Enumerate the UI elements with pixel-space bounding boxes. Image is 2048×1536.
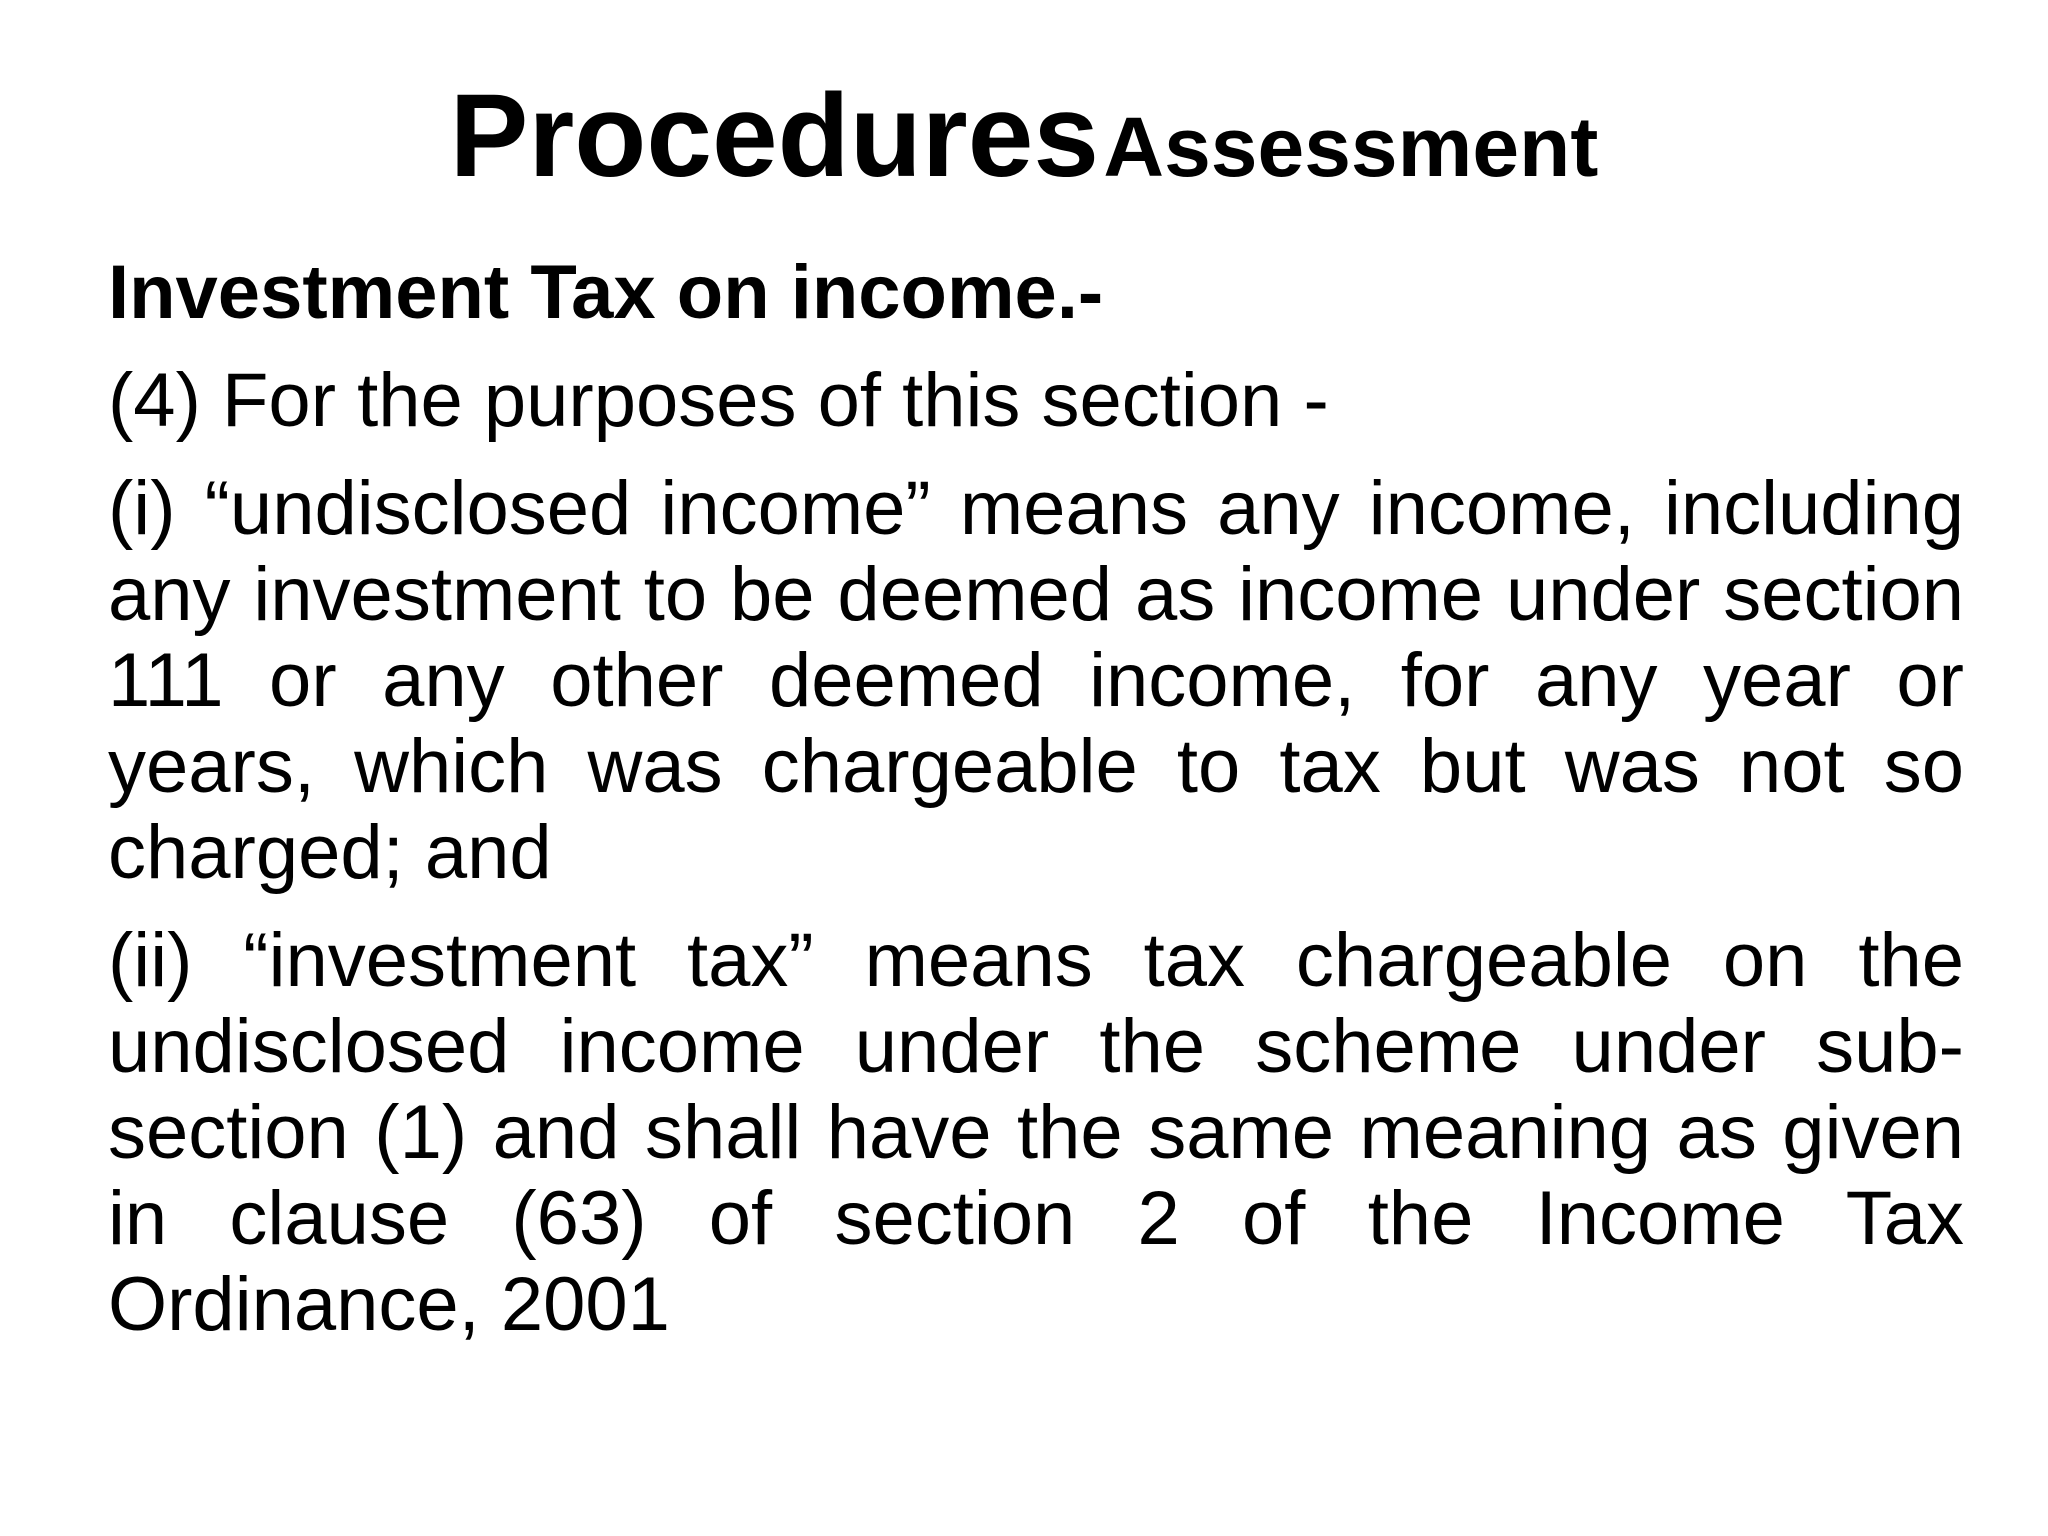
paragraph-intro: (4) For the purposes of this section - (108, 358, 1329, 443)
paragraph-definition-investment-tax: (ii) “investment tax” means tax chargeable on the undisclosed income under the scheme under sub-section (1) and shall have the same meaning as given in clause (63) of section 2 of the Income Tax Ordinance, 2001 (108, 918, 1964, 1347)
title-main: Procedures (449, 70, 1099, 202)
section-heading: Investment Tax on income.- (108, 250, 1104, 335)
slide-body (108, 250, 1964, 1370)
slide-title (0, 72, 2048, 202)
title-sub: Assessment (1103, 100, 1599, 194)
paragraph-definition-undisclosed-income: (i) “undisclosed income” means any income, including any investment to be deemed as income under section 111 or any other deemed income, for any year or years, which was chargeable to tax but was not so charged; and (108, 466, 1964, 895)
